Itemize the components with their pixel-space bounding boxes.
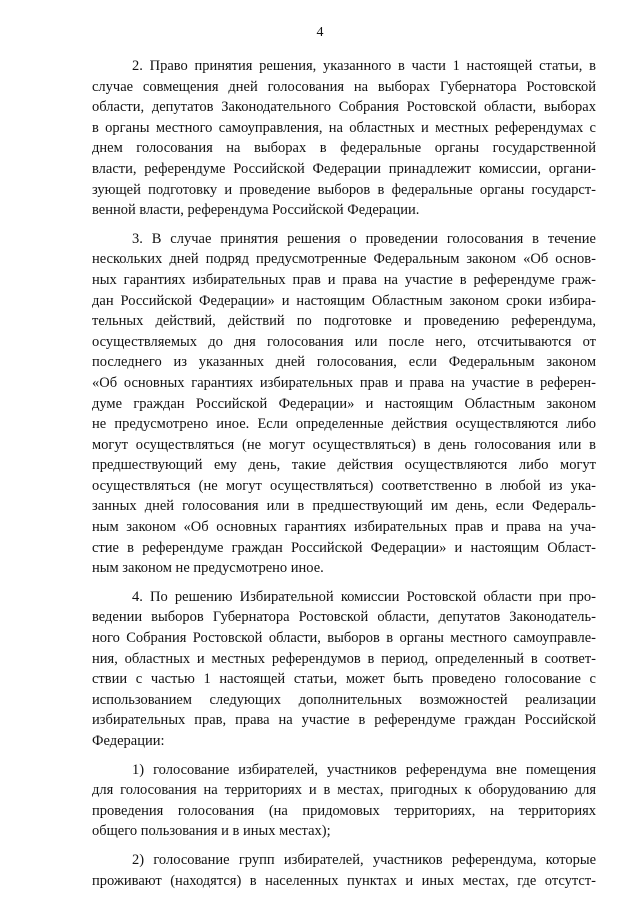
- text-line: ния, областных и местных референдумов в период, определенный в соответ-: [92, 650, 596, 667]
- text-line: венной власти, референдума Российской Федерации.: [92, 202, 420, 219]
- text-line: области, депутатов Законодательного Собрания Ростовской области, выборах: [92, 99, 596, 116]
- text-line: ствии с частью 1 настоящей статьи, может быть проведено голосование с: [92, 671, 596, 688]
- text-line: ным законом «Об основных гарантиях избирательных прав и права на уча-: [92, 519, 596, 536]
- text-line: могут осуществляться (не могут осуществляться) в день голосования или в: [92, 436, 596, 453]
- paragraph: [92, 587, 596, 752]
- text-line: нескольких дней подряд предусмотренные Федеральным законом «Об основ-: [92, 251, 596, 268]
- text-line: «Об основных гарантиях избирательных прав и права на участие в референ-: [92, 374, 596, 391]
- text-line: последнего из указанных дней голосования, если Федеральным законом: [92, 354, 596, 371]
- text-line: думе граждан Российской Федерации» и настоящим Областным законом: [92, 395, 596, 412]
- paragraph: [92, 229, 596, 579]
- text-line: использованием следующих дополнительных возможностей реализации: [92, 691, 596, 708]
- text-line: проживают (находятся) в населенных пунктах и иных местах, где отсутст-: [92, 872, 596, 889]
- text-line: осуществляемых до дня голосования или после него, отсчитываются от: [92, 333, 596, 350]
- document-body: [92, 56, 596, 899]
- text-line: тельных действий, действий по подготовке и проведению референдума,: [92, 313, 596, 330]
- text-line: зующей подготовку и проведение выборов в федеральные органы государст-: [92, 181, 596, 198]
- paragraph: [92, 760, 596, 842]
- text-line: днем голосования на выборах в федеральные органы государственной: [92, 140, 596, 157]
- text-line: стие в референдуме граждан Российской Федерации» и настоящим Област-: [92, 539, 596, 556]
- text-line: для голосования на территориях и в местах, пригодных к оборудованию для: [92, 782, 596, 799]
- text-line: осуществляться (не могут осуществляться) соответственно в любой из ука-: [92, 477, 596, 494]
- paragraph: [92, 850, 596, 891]
- text-line: занных дней голосования или в предшествующий им день, если Федераль-: [92, 498, 596, 515]
- text-line: избирательных прав, права на участие в референдуме граждан Российской: [92, 712, 596, 729]
- text-line: дан Российской Федерации» и настоящим Областным законом сроки избира-: [92, 292, 596, 309]
- text-line: ведении выборов Губернатора Ростовской области, депутатов Законодатель-: [92, 609, 596, 626]
- text-line: 1) голосование избирателей, участников референдума вне помещения: [132, 761, 596, 778]
- text-line: предшествующий ему день, такие действия осуществляются либо могут: [92, 457, 596, 474]
- text-line: 4. По решению Избирательной комиссии Ростовской области при про-: [132, 588, 596, 605]
- text-line: ным законом не предусмотрено иное.: [92, 560, 324, 577]
- text-line: ных гарантиях избирательных прав и права на участие в референдуме граж-: [92, 271, 596, 288]
- text-line: Федерации:: [92, 733, 165, 749]
- text-line: 2. Право принятия решения, указанного в части 1 настоящей статьи, в: [132, 58, 596, 74]
- text-line: 3. В случае принятия решения о проведении голосования в течение: [132, 230, 596, 247]
- page-number: 4: [316, 25, 324, 40]
- text-line: не предусмотрено иное. Если определенные действия осуществляются либо: [92, 416, 596, 433]
- text-line: в органы местного самоуправления, на областных и местных референдумах с: [92, 119, 596, 136]
- text-line: случае совмещения дней голосования на выборах Губернатора Ростовской: [92, 78, 596, 95]
- text-line: 2) голосование групп избирателей, участников референдума, которые: [132, 851, 596, 868]
- text-line: проведения голосования (на придомовых территориях, на территориях: [92, 802, 596, 819]
- text-line: ного Собрания Ростовской области, выборов в органы местного самоуправле-: [92, 630, 596, 647]
- paragraph: [92, 56, 596, 221]
- text-line: общего пользования и в иных местах);: [92, 823, 331, 840]
- text-line: власти, референдуме Российской Федерации принадлежит комиссии, органи-: [92, 160, 596, 177]
